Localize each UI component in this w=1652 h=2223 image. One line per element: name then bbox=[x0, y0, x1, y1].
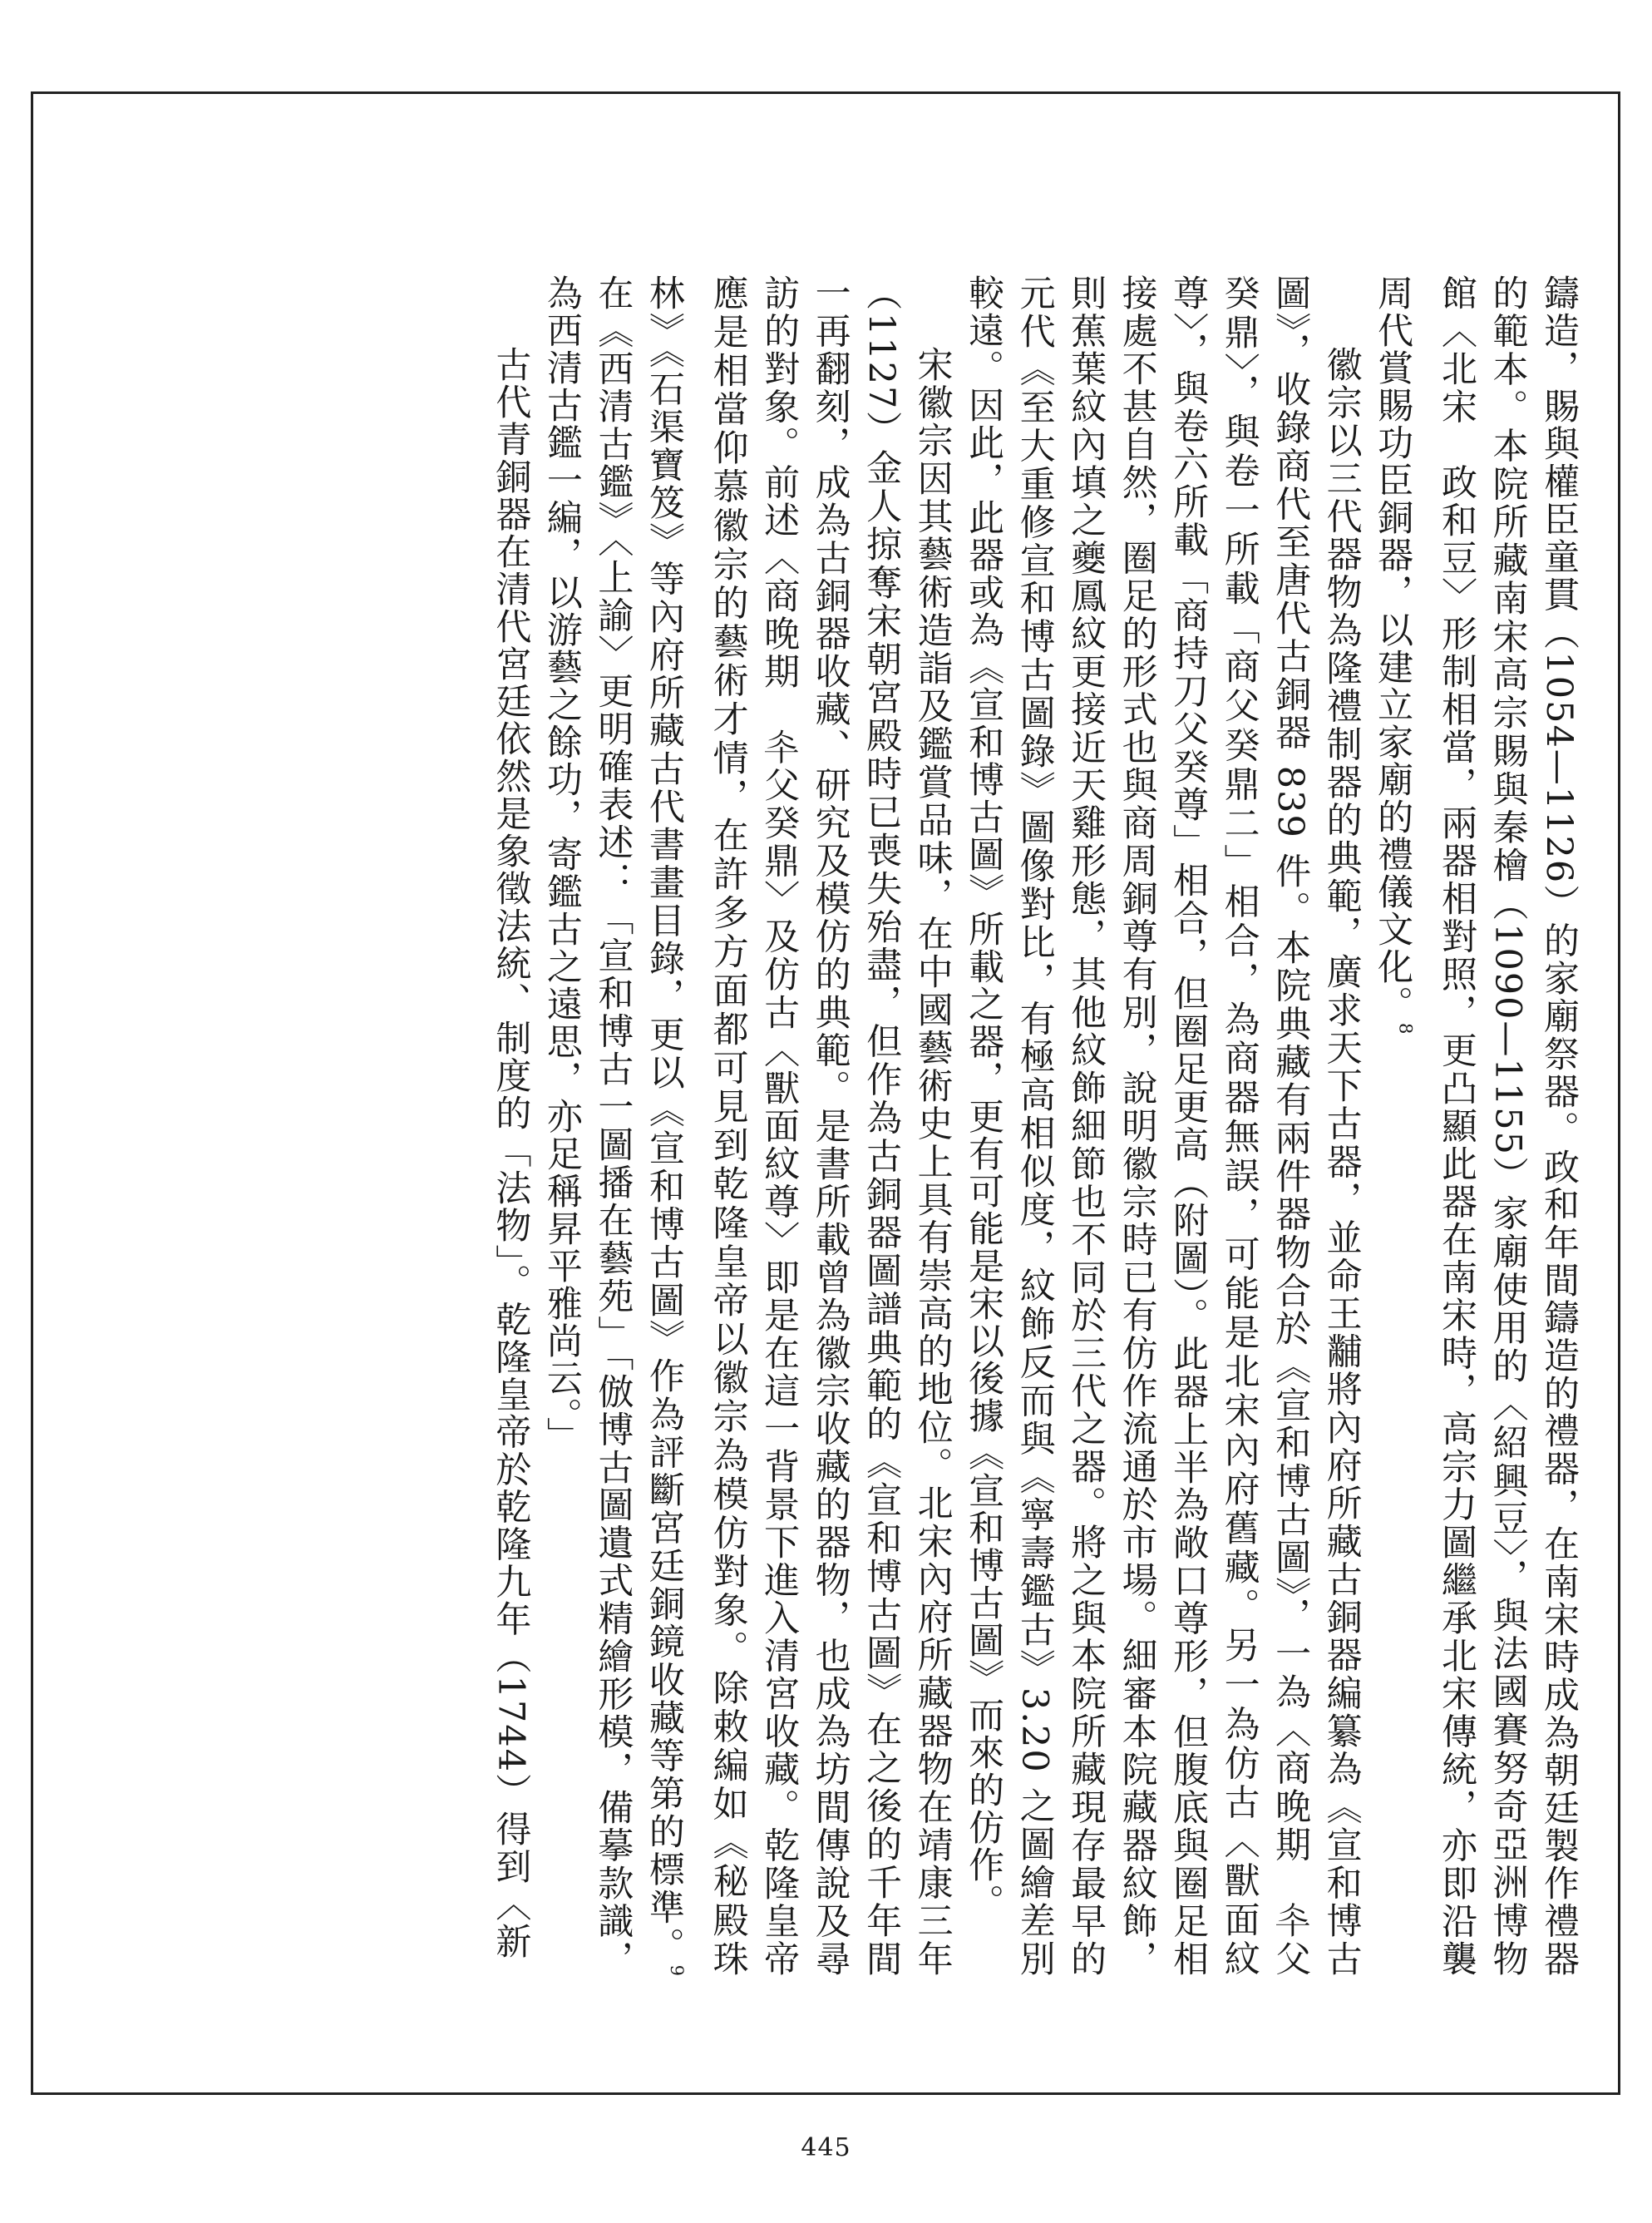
paragraph-1-text: 鑄造，賜與權臣童貫（1054—1126）的家廟祭器。政和年間鑄造的禮器，在南宋時成為朝廷製作禮器的範本。本院所藏南宋高宗賜與秦檜（1090—1155）家廟使用的〈紹興豆〉，與法國賽努奇亞洲博物館〈北宋 政和豆〉形制相當，兩器相對照，更凸顯此器在南宋時，高宗力圖繼承北宋傳統，亦即沿襲周代賞賜功臣銅器，以建立家廟的禮儀文化。 bbox=[1372, 274, 1580, 1978]
page-number: 445 bbox=[801, 2133, 851, 2162]
paragraph-3-text: 宋徽宗因其藝術造詣及鑑賞品味，在中國藝術史上具有崇高的地位。北宋內府所藏器物在靖康三年（1127）金人掠奪宋朝宮殿時已喪失殆盡，但作為古銅器圖譜典範的《宣和博古圖》在之後的千年間一再翻刻，成為古銅器收藏、研究及模仿的典範。是書所載曾為徽宗收藏的器物，也成為坊間傳說及尋訪的對象。前述〈商晚期 𠦍父癸鼎〉及仿古〈獸面紋尊〉即是在這一背景下進入清宮收藏。乾隆皇帝應是相當仰慕徽宗的藝術才情，在許多方面都可見到乾隆皇帝以徽宗為模仿對象。除敕編如《秘殿珠林》《石渠寶笈》等內府所藏古代書畫目錄，更以《宣和博古圖》作為評斷宮廷銅鏡收藏等第的標準。 bbox=[643, 274, 954, 1978]
paragraph-1 bbox=[1367, 274, 1584, 1978]
paragraph-2 bbox=[958, 274, 1367, 1978]
paragraph-3-tail: 在《西清古鑑》〈上諭〉更明確表述：「宣和博古一圖播在藝苑」「倣博古圖遺式精繪形模，備摹款識，為西清古鑑一編，以游藝之餘功，寄鑑古之遠思，亦足稱昇平雅尚云。」 bbox=[540, 274, 634, 1978]
paragraph-3 bbox=[535, 274, 957, 1978]
paragraph-4 bbox=[485, 274, 536, 1978]
footnote-marker-8[interactable]: 8 bbox=[1395, 1023, 1416, 1036]
vertical-text-body bbox=[91, 274, 1584, 1978]
paragraph-2-text: 徽宗以三代器物為隆禮制器的典範，廣求天下古器，並命王黼將內府所藏古銅器編纂為《宣和博古圖》，收錄商代至唐代古銅器 839 件。本院典藏有兩件器物合於《宣和博古圖》，一為〈商晚期 𠦍父癸鼎〉，與卷一所載「商父癸鼎二」相合，為商器無誤，可能是北宋內府舊藏。另一為仿古〈獸面紋尊〉，與卷六所載「商持刀父癸尊」相合，但圈足更高（附圖）。此器上半為敞口尊形，但腹底與圈足相接處不甚自然，圈足的形式也與商周銅尊有別，說明徽宗時已有仿作流通於市場。細審本院藏器紋飾，則蕉葉紋內填之夔鳳紋更接近天雞形態，其他紋飾細節也不同於三代之器。將之與本院所藏現存最早的元代《至大重修宣和博古圖錄》圖像對比，有極高相似度，紋飾反而與《寧壽鑑古》3.20 之圖繪差別較遠。因此，此器或為《宣和博古圖》所載之器，更有可能是宋以後據《宣和博古圖》而來的仿作。 bbox=[963, 274, 1363, 1978]
paragraph-4-text: 古代青銅器在清代宮廷依然是象徵法統、制度的「法物」。乾隆皇帝於乾隆九年（1744）得到〈新 bbox=[490, 346, 532, 1960]
footnote-marker-9[interactable]: 9 bbox=[667, 1964, 688, 1978]
